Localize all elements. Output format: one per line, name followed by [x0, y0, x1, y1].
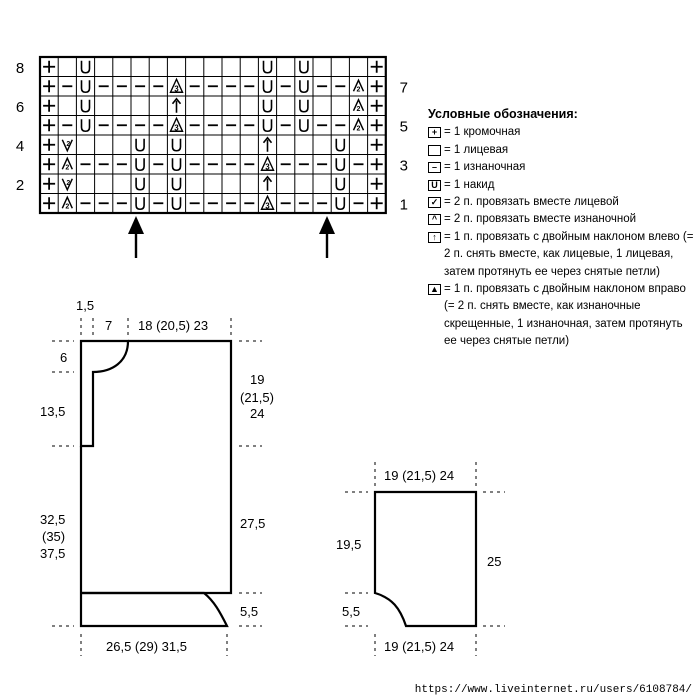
row-number-right: 5 [399, 118, 408, 136]
svg-text:2: 2 [66, 179, 71, 187]
front-left-label-1: 6 [60, 350, 68, 365]
yarn-over-icon [173, 158, 181, 170]
front-piece-labels [40, 298, 274, 654]
front-right-label-4: 27,5 [240, 516, 266, 531]
front-neck-opening [81, 341, 128, 446]
plus-icon [371, 139, 383, 151]
row-number-right: 7 [399, 79, 408, 97]
plus-icon [371, 119, 383, 131]
front-right-label-2: (21,5) [240, 390, 274, 405]
sleeve-top-label: 19 (21,5) 24 [384, 468, 455, 483]
front-top-label-2: 7 [105, 318, 113, 333]
front-piece-schematic [52, 318, 265, 656]
yarn-over-icon [136, 197, 144, 209]
yarn-over-icon [173, 197, 181, 209]
svg-text:2: 2 [356, 86, 361, 94]
double-dec-right-icon [262, 157, 274, 171]
legend-item-text: = 1 изнаночная [444, 161, 526, 174]
yarn-over-icon [336, 178, 344, 190]
row-number-left: 4 [15, 137, 25, 155]
plus-icon [371, 80, 383, 92]
legend-item-text: = 1 п. провязать с двойным наклоном вправо (= 2 п. снять вместе, как изнаночные скрещенные, 1 изнаночная, затем протянуть ее через снятые петли) [444, 283, 686, 348]
yarn-over-icon [82, 61, 90, 73]
stitch-chart [40, 57, 386, 213]
yarn-over-icon [82, 119, 90, 131]
front-right-label-5: 5,5 [240, 604, 259, 619]
plus-icon [43, 119, 55, 131]
front-right-label-1: 19 [250, 372, 265, 387]
k2tog-icon [62, 140, 72, 151]
legend-items [428, 124, 696, 350]
p2tog-icon [354, 119, 364, 132]
p2tog-icon: ^ [428, 214, 441, 225]
svg-text:2: 2 [356, 125, 361, 133]
legend-item [428, 159, 696, 176]
legend-item-text: = 2 п. провязать вместе изнаночной [444, 213, 637, 226]
legend-item [428, 194, 696, 211]
legend-item [428, 211, 696, 228]
k2tog-icon: ✓ [428, 197, 441, 208]
row-number-right: 3 [399, 157, 408, 175]
double-dec-left-icon [264, 138, 272, 152]
plus-icon [371, 61, 383, 73]
yarn-over-icon [300, 100, 308, 112]
double-dec-left-icon [264, 177, 272, 191]
plus-icon: + [428, 127, 441, 138]
svg-text:2: 2 [65, 164, 70, 172]
svg-text:3: 3 [265, 162, 270, 172]
front-left-label-5: 37,5 [40, 546, 66, 561]
svg-text:2: 2 [356, 105, 361, 113]
legend-item [428, 177, 696, 194]
legend-item [428, 229, 696, 281]
sleeve-piece-schematic [345, 462, 505, 656]
yarn-over-icon [264, 61, 272, 73]
front-top-label-3: 18 (20,5) 23 [138, 318, 209, 333]
plus-icon [43, 61, 55, 73]
p2tog-icon [62, 197, 72, 210]
yarn-over-icon [136, 139, 144, 151]
double-dec-right-icon [171, 79, 183, 93]
yarn-over-icon [336, 158, 344, 170]
plus-icon [371, 178, 383, 190]
yarn-over-icon [300, 80, 308, 92]
double-dec-left-icon [173, 99, 181, 113]
legend [428, 106, 696, 351]
plus-icon [43, 178, 55, 190]
svg-text:3: 3 [174, 123, 179, 133]
yarn-over-icon [300, 119, 308, 131]
yarn-over-icon [136, 178, 144, 190]
legend-item-text: = 1 кромочная [444, 126, 521, 139]
repeat-arrow-right-head [319, 216, 335, 234]
plus-icon [43, 100, 55, 112]
legend-item [428, 124, 696, 141]
legend-item [428, 281, 696, 351]
sleeve-bottom-label: 19 (21,5) 24 [384, 639, 455, 654]
row-number-left: 8 [15, 59, 25, 77]
double-dec-left-icon: ↑ [428, 232, 441, 243]
p2tog-icon [354, 100, 364, 113]
yarn-over-icon [264, 119, 272, 131]
plus-icon [43, 80, 55, 92]
plus-icon [43, 158, 55, 170]
yarn-over-icon [82, 100, 90, 112]
svg-text:3: 3 [174, 84, 179, 94]
plus-icon [371, 158, 383, 170]
front-left-label-4: (35) [42, 529, 66, 544]
watermark-url: https://www.liveinternet.ru/users/6108784/ [414, 684, 692, 696]
plus-icon [371, 197, 383, 209]
front-left-label-3: 32,5 [40, 512, 66, 527]
yarn-over-icon [173, 178, 181, 190]
front-right-side [128, 341, 231, 593]
sleeve-right-label: 25 [487, 554, 502, 569]
k2tog-icon [62, 179, 72, 190]
dash-icon: – [428, 162, 441, 173]
plus-icon [43, 139, 55, 151]
plus-icon [43, 197, 55, 209]
legend-item [428, 142, 696, 159]
front-right-label-3: 24 [250, 406, 265, 421]
double-dec-right-icon [171, 118, 183, 132]
front-top-label-1: 1,5 [76, 298, 95, 313]
legend-item-text: = 1 п. провязать с двойным наклоном влево (= 2 п. снять вместе, как лицевые, 1 лицевая, затем протянуть ее через снятые петли) [444, 230, 694, 278]
yarn-over-icon [300, 61, 308, 73]
yarn-over-icon [336, 197, 344, 209]
legend-item-text: = 1 лицевая [444, 143, 509, 156]
front-lower-edge [81, 446, 227, 626]
row-number-left: 6 [15, 98, 25, 116]
front-bottom-label: 26,5 (29) 31,5 [106, 639, 187, 654]
double-dec-right-icon: ▲ [428, 284, 441, 295]
row-number-left: 2 [15, 176, 25, 194]
legend-title: Условные обозначения: [428, 107, 578, 121]
svg-text:2: 2 [65, 203, 70, 211]
double-dec-right-icon [262, 196, 274, 210]
yarn-over-icon [336, 139, 344, 151]
yarn-over-icon [264, 100, 272, 112]
yarn-over-icon: U [428, 180, 441, 191]
yarn-over-icon [173, 139, 181, 151]
yarn-over-icon [82, 80, 90, 92]
p2tog-icon [62, 158, 72, 171]
p2tog-icon [354, 80, 364, 93]
sleeve-left-label-1: 19,5 [336, 537, 362, 552]
yarn-over-icon [264, 80, 272, 92]
row-number-right: 1 [399, 196, 408, 214]
repeat-arrows [128, 216, 335, 258]
repeat-arrow-left-head [128, 216, 144, 234]
svg-text:2: 2 [66, 140, 71, 148]
sleeve-left-label-2: 5,5 [342, 604, 361, 619]
legend-item-text: = 2 п. провязать вместе лицевой [444, 196, 619, 209]
legend-item-text: = 1 накид [444, 178, 495, 191]
sleeve-outline [375, 492, 476, 626]
yarn-over-icon [136, 158, 144, 170]
svg-text:3: 3 [265, 201, 270, 211]
empty-icon [428, 145, 441, 156]
plus-icon [371, 100, 383, 112]
front-left-label-2: 13,5 [40, 404, 66, 419]
